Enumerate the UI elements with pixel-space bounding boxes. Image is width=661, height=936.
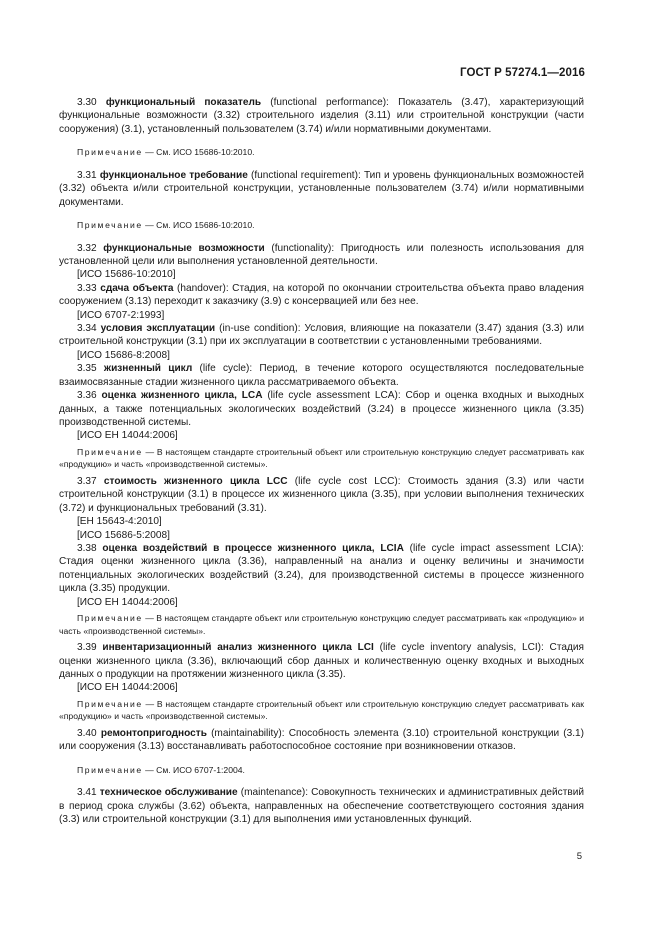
reference-3-37-b: [ИСО 15686-5:2008]	[77, 529, 170, 541]
document-code: ГОСТ Р 57274.1—2016	[460, 67, 585, 79]
reference-3-37-a: [ЕН 15643-4:2010]	[77, 516, 162, 528]
note-3-36: Примечание — В настоящем стандарте строительный объект или строительную конструкцию следует рассматривать как «продукцию» и часть «производственной системы».	[59, 446, 584, 470]
term-entry-3-37: 3.37 стоимость жизненного цикла LCC (life cycle cost LCC): Стоимость здания (3.3) или части строительной конструкции (3.1) в процессе их жизненного цикла (3.35), при условии выполнения технических (3.72) и функциональных требований (3.31).	[59, 475, 584, 514]
reference-3-34: [ИСО 15686-8:2008]	[77, 349, 170, 361]
note-3-31: Примечание — См. ИСО 15686-10:2010.	[77, 220, 255, 231]
term-entry-3-38: 3.38 оценка воздействий в процессе жизненного цикла, LCIA (life cycle impact assessment LCIA): Стадия оценки жизненного цикла (3.36), направленный на анализ и оценку величины и значимости потенциальных экологических воздействий (3.24), для производственной системы в процессе жизненного цикла (3.35) продукции.	[59, 542, 584, 595]
reference-3-38: [ИСО ЕН 14044:2006]	[77, 596, 178, 608]
term-entry-3-41: 3.41 техническое обслуживание (maintenance): Совокупность технических и административных действий в период срока службы (3.62) объекта, направленных на обеспечение соответствующего состояния здания (3.3) или строительной конструкции (3.1) для выполнения ими установленных функций.	[59, 787, 584, 826]
term-entry-3-30: 3.30 функциональный показатель (functional performance): Показатель (3.47), характеризующий функциональные возможности (3.32) строительного изделия (3.11) или строительной конструкции (части сооружения) (3.1), установленный пользователем (3.74) и/или нормативными документами.	[59, 97, 584, 135]
note-3-40: Примечание — См. ИСО 6707-1:2004.	[77, 764, 245, 775]
term-entry-3-40: 3.40 ремонтопригодность (maintainability): Способность элемента (3.10) строительной конструкции (3.1) или сооружения (3.13) восстанавливать работоспособное состояние при возникновении отказов.	[59, 727, 585, 753]
reference-3-39: [ИСО ЕН 14044:2006]	[77, 682, 178, 694]
term-entry-3-32: 3.32 функциональные возможности (functionality): Пригодность или полезность использования для установленной цели или выполнения установленной деятельности.	[59, 242, 584, 268]
reference-3-33: [ИСО 6707-2:1993]	[77, 309, 165, 321]
document-body	[59, 96, 584, 827]
note-3-39: Примечание — В настоящем стандарте строительный объект или строительную конструкцию следует рассматривать как «продукцию» и часть «производственной системы».	[59, 698, 584, 722]
reference-3-36: [ИСО ЕН 14044:2006]	[77, 430, 178, 442]
term-entry-3-31: 3.31 функциональное требование (functional requirement): Тип и уровень функциональных возможностей (3.32) объекта и/или строительной конструкции, установленные пользователем (3.74) и/или нормативными документами.	[59, 169, 584, 208]
term-entry-3-36: 3.36 оценка жизненного цикла, LCA (life cycle assessment LCA): Сбор и оценка входных и выходных данных, а также потенциальных экологических воздействий (3.24) в процессе жизненного цикла (3.35) производственной системы.	[59, 390, 584, 428]
note-3-30: Примечание — См. ИСО 15686-10:2010.	[77, 147, 255, 158]
term-entry-3-34: 3.34 условия эксплуатации (in-use condition): Условия, влияющие на показатели (3.47) здания (3.3) или строительной конструкции (3.1) при их эксплуатации в соответствии с установленными требованиями.	[59, 323, 585, 348]
note-3-38: Примечание — В настоящем стандарте объект или строительную конструкцию следует рассматривать как «продукцию» и часть «производственной системы».	[59, 612, 584, 636]
term-entry-3-33: 3.33 сдача объекта (handover): Стадия, на которой по окончании строительства объекта право владения сооружением (3.13) переходит к заказчику (3.9) с консервацией или без нее.	[59, 282, 584, 308]
term-entry-3-39: 3.39 инвентаризационный анализ жизненного цикла LCI (life cycle inventory analysis, LCI): Стадия оценки жизненного цикла (3.36), включающий сбор данных и количественную оценку входных и выходных данных о продукции на протяжении жизненного цикла (3.35).	[59, 642, 584, 680]
page-number: 5	[576, 851, 582, 862]
reference-3-32: [ИСО 15686-10:2010]	[77, 269, 176, 281]
term-entry-3-35: 3.35 жизненный цикл (life cycle): Период, в течение которого осуществляются последовательные взаимосвязанные стадии жизненного цикла рассматриваемого объекта.	[59, 363, 584, 388]
